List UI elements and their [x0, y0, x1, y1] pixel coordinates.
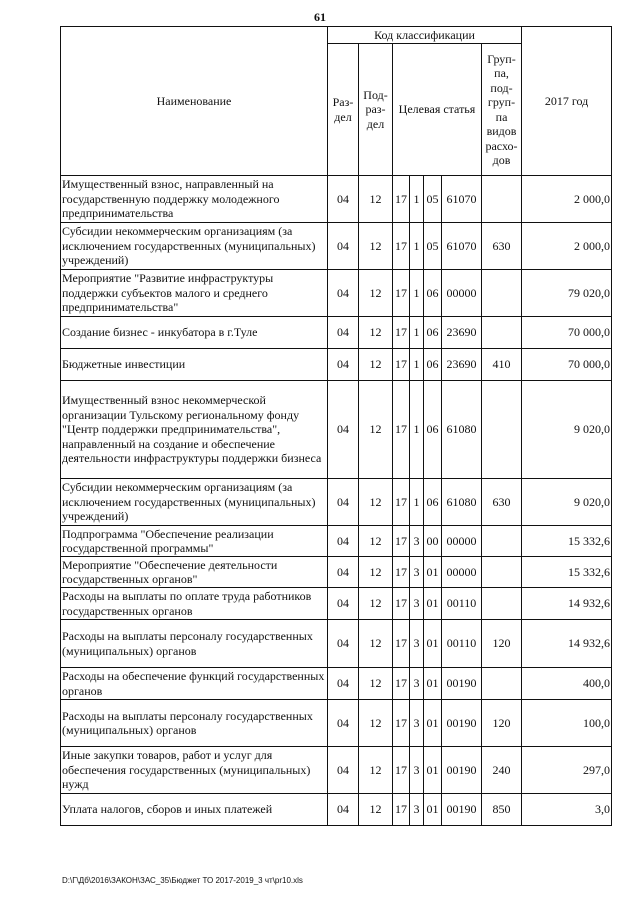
table-row [61, 317, 612, 349]
row-section: 04 [328, 317, 359, 349]
table-header [61, 27, 612, 176]
row-amount-2017: 2 000,0 [522, 176, 612, 223]
row-subsection: 12 [359, 700, 393, 747]
row-subsection: 12 [359, 381, 393, 479]
row-section: 04 [328, 479, 359, 526]
row-target-direction: 61070 [442, 176, 482, 223]
row-target-subprogram: 3 [410, 668, 424, 700]
row-section: 04 [328, 794, 359, 826]
row-target-program: 17 [393, 620, 410, 668]
row-target-event: 01 [424, 557, 442, 588]
row-target-event: 06 [424, 349, 442, 381]
row-expense-group [482, 668, 522, 700]
row-name: Субсидии некоммерческим организациям (за исключением государственных (муниципальных) учреждений) [61, 479, 328, 526]
row-name: Расходы на выплаты персоналу государственных (муниципальных) органов [61, 620, 328, 668]
row-target-program: 17 [393, 747, 410, 794]
table-row [61, 526, 612, 557]
row-name: Расходы на выплаты персоналу государственных (муниципальных) органов [61, 700, 328, 747]
row-target-program: 17 [393, 317, 410, 349]
row-subsection: 12 [359, 176, 393, 223]
row-target-event: 01 [424, 700, 442, 747]
row-subsection: 12 [359, 557, 393, 588]
table-row [61, 479, 612, 526]
row-target-program: 17 [393, 270, 410, 317]
header-name: Наименование [61, 27, 328, 176]
row-target-direction: 00190 [442, 668, 482, 700]
row-target-program: 17 [393, 668, 410, 700]
row-section: 04 [328, 700, 359, 747]
row-subsection: 12 [359, 526, 393, 557]
row-subsection: 12 [359, 317, 393, 349]
page-number: 61 [314, 10, 326, 24]
row-amount-2017: 70 000,0 [522, 317, 612, 349]
row-target-direction: 00000 [442, 557, 482, 588]
row-section: 04 [328, 747, 359, 794]
header-code: Код классификации [328, 27, 522, 44]
row-expense-group [482, 317, 522, 349]
row-section: 04 [328, 620, 359, 668]
table-row [61, 223, 612, 270]
row-target-subprogram: 3 [410, 588, 424, 620]
row-amount-2017: 3,0 [522, 794, 612, 826]
row-amount-2017: 9 020,0 [522, 479, 612, 526]
row-section: 04 [328, 223, 359, 270]
row-target-program: 17 [393, 176, 410, 223]
row-target-direction: 61070 [442, 223, 482, 270]
row-expense-group: 410 [482, 349, 522, 381]
row-target-direction: 23690 [442, 317, 482, 349]
row-expense-group: 120 [482, 620, 522, 668]
row-target-subprogram: 1 [410, 223, 424, 270]
row-target-subprogram: 1 [410, 317, 424, 349]
row-expense-group: 120 [482, 700, 522, 747]
row-expense-group [482, 526, 522, 557]
row-target-event: 06 [424, 317, 442, 349]
header-section: Раз- дел [328, 44, 359, 176]
row-expense-group: 630 [482, 479, 522, 526]
row-expense-group: 630 [482, 223, 522, 270]
row-expense-group [482, 381, 522, 479]
row-target-direction: 61080 [442, 381, 482, 479]
row-target-subprogram: 3 [410, 557, 424, 588]
table-row [61, 668, 612, 700]
row-target-program: 17 [393, 381, 410, 479]
row-name: Бюджетные инвестиции [61, 349, 328, 381]
row-name: Иные закупки товаров, работ и услуг для обеспечения государственных (муниципальных) нужд [61, 747, 328, 794]
row-section: 04 [328, 270, 359, 317]
row-target-program: 17 [393, 479, 410, 526]
row-amount-2017: 70 000,0 [522, 349, 612, 381]
row-target-direction: 00000 [442, 270, 482, 317]
row-target-direction: 00110 [442, 588, 482, 620]
table-row [61, 557, 612, 588]
row-target-event: 06 [424, 270, 442, 317]
table-row [61, 588, 612, 620]
row-amount-2017: 9 020,0 [522, 381, 612, 479]
row-target-program: 17 [393, 588, 410, 620]
row-target-event: 01 [424, 794, 442, 826]
row-amount-2017: 79 020,0 [522, 270, 612, 317]
row-target-direction: 00110 [442, 620, 482, 668]
row-target-event: 06 [424, 479, 442, 526]
row-section: 04 [328, 668, 359, 700]
table-body [61, 176, 612, 826]
row-target-event: 01 [424, 747, 442, 794]
row-amount-2017: 400,0 [522, 668, 612, 700]
row-section: 04 [328, 176, 359, 223]
row-target-subprogram: 1 [410, 349, 424, 381]
row-subsection: 12 [359, 479, 393, 526]
row-name: Уплата налогов, сборов и иных платежей [61, 794, 328, 826]
row-amount-2017: 2 000,0 [522, 223, 612, 270]
row-name: Расходы на выплаты по оплате труда работников государственных органов [61, 588, 328, 620]
row-target-program: 17 [393, 700, 410, 747]
row-target-event: 01 [424, 668, 442, 700]
table-row [61, 794, 612, 826]
table-row [61, 700, 612, 747]
header-group: Груп- па, под- груп- па видов расхо- дов [482, 44, 522, 176]
row-amount-2017: 100,0 [522, 700, 612, 747]
row-expense-group: 850 [482, 794, 522, 826]
row-target-event: 05 [424, 176, 442, 223]
table-row [61, 381, 612, 479]
row-target-event: 05 [424, 223, 442, 270]
row-target-direction: 23690 [442, 349, 482, 381]
row-subsection: 12 [359, 588, 393, 620]
table-row [61, 176, 612, 223]
row-subsection: 12 [359, 668, 393, 700]
row-target-direction: 61080 [442, 479, 482, 526]
row-name: Подпрограмма "Обеспечение реализации государственной программы" [61, 526, 328, 557]
table-row [61, 620, 612, 668]
row-name: Мероприятие "Развитие инфраструктуры поддержки субъектов малого и среднего предпринимательства" [61, 270, 328, 317]
row-target-subprogram: 1 [410, 176, 424, 223]
row-expense-group: 240 [482, 747, 522, 794]
row-amount-2017: 15 332,6 [522, 526, 612, 557]
file-path-footer: D:\Г\Дб\2016\ЗАКОН\ЗАС_35\Бюджет ТО 2017-2019_3 чт\pr10.xls [62, 876, 303, 885]
row-target-event: 01 [424, 588, 442, 620]
row-subsection: 12 [359, 270, 393, 317]
row-subsection: 12 [359, 223, 393, 270]
row-target-subprogram: 3 [410, 620, 424, 668]
row-expense-group [482, 588, 522, 620]
table-row [61, 747, 612, 794]
row-section: 04 [328, 349, 359, 381]
row-section: 04 [328, 588, 359, 620]
row-target-program: 17 [393, 223, 410, 270]
row-subsection: 12 [359, 349, 393, 381]
row-target-program: 17 [393, 794, 410, 826]
row-target-direction: 00190 [442, 747, 482, 794]
row-target-program: 17 [393, 349, 410, 381]
row-section: 04 [328, 557, 359, 588]
header-year: 2017 год [522, 27, 612, 176]
row-name: Расходы на обеспечение функций государственных органов [61, 668, 328, 700]
row-subsection: 12 [359, 747, 393, 794]
row-subsection: 12 [359, 794, 393, 826]
table-row [61, 270, 612, 317]
row-target-subprogram: 3 [410, 526, 424, 557]
row-amount-2017: 297,0 [522, 747, 612, 794]
row-expense-group [482, 270, 522, 317]
row-target-program: 17 [393, 557, 410, 588]
row-target-subprogram: 1 [410, 270, 424, 317]
row-target-subprogram: 1 [410, 381, 424, 479]
row-amount-2017: 14 932,6 [522, 588, 612, 620]
row-name: Мероприятие "Обеспечение деятельности государственных органов" [61, 557, 328, 588]
row-name: Субсидии некоммерческим организациям (за исключением государственных (муниципальных) учреждений) [61, 223, 328, 270]
row-target-direction: 00190 [442, 700, 482, 747]
row-target-subprogram: 3 [410, 747, 424, 794]
row-target-event: 01 [424, 620, 442, 668]
row-name: Имущественный взнос, направленный на государственную поддержку молодежного предпринимательства [61, 176, 328, 223]
row-target-program: 17 [393, 526, 410, 557]
budget-table [60, 26, 612, 826]
row-name: Имущественный взнос некоммерческой организации Тульскому региональному фонду "Центр поддержки предпринимательства", направленный на создание и обеспечение деятельности инфраструктуры поддержки бизнеса [61, 381, 328, 479]
row-target-event: 00 [424, 526, 442, 557]
row-section: 04 [328, 381, 359, 479]
header-subsection: Под- раз- дел [359, 44, 393, 176]
row-target-subprogram: 3 [410, 700, 424, 747]
row-target-subprogram: 1 [410, 479, 424, 526]
row-section: 04 [328, 526, 359, 557]
row-target-direction: 00000 [442, 526, 482, 557]
row-expense-group [482, 557, 522, 588]
row-target-direction: 00190 [442, 794, 482, 826]
row-amount-2017: 15 332,6 [522, 557, 612, 588]
header-target: Целевая статья [393, 44, 482, 176]
row-name: Создание бизнес - инкубатора в г.Туле [61, 317, 328, 349]
row-amount-2017: 14 932,6 [522, 620, 612, 668]
table-row [61, 349, 612, 381]
row-expense-group [482, 176, 522, 223]
row-subsection: 12 [359, 620, 393, 668]
row-target-subprogram: 3 [410, 794, 424, 826]
row-target-event: 06 [424, 381, 442, 479]
